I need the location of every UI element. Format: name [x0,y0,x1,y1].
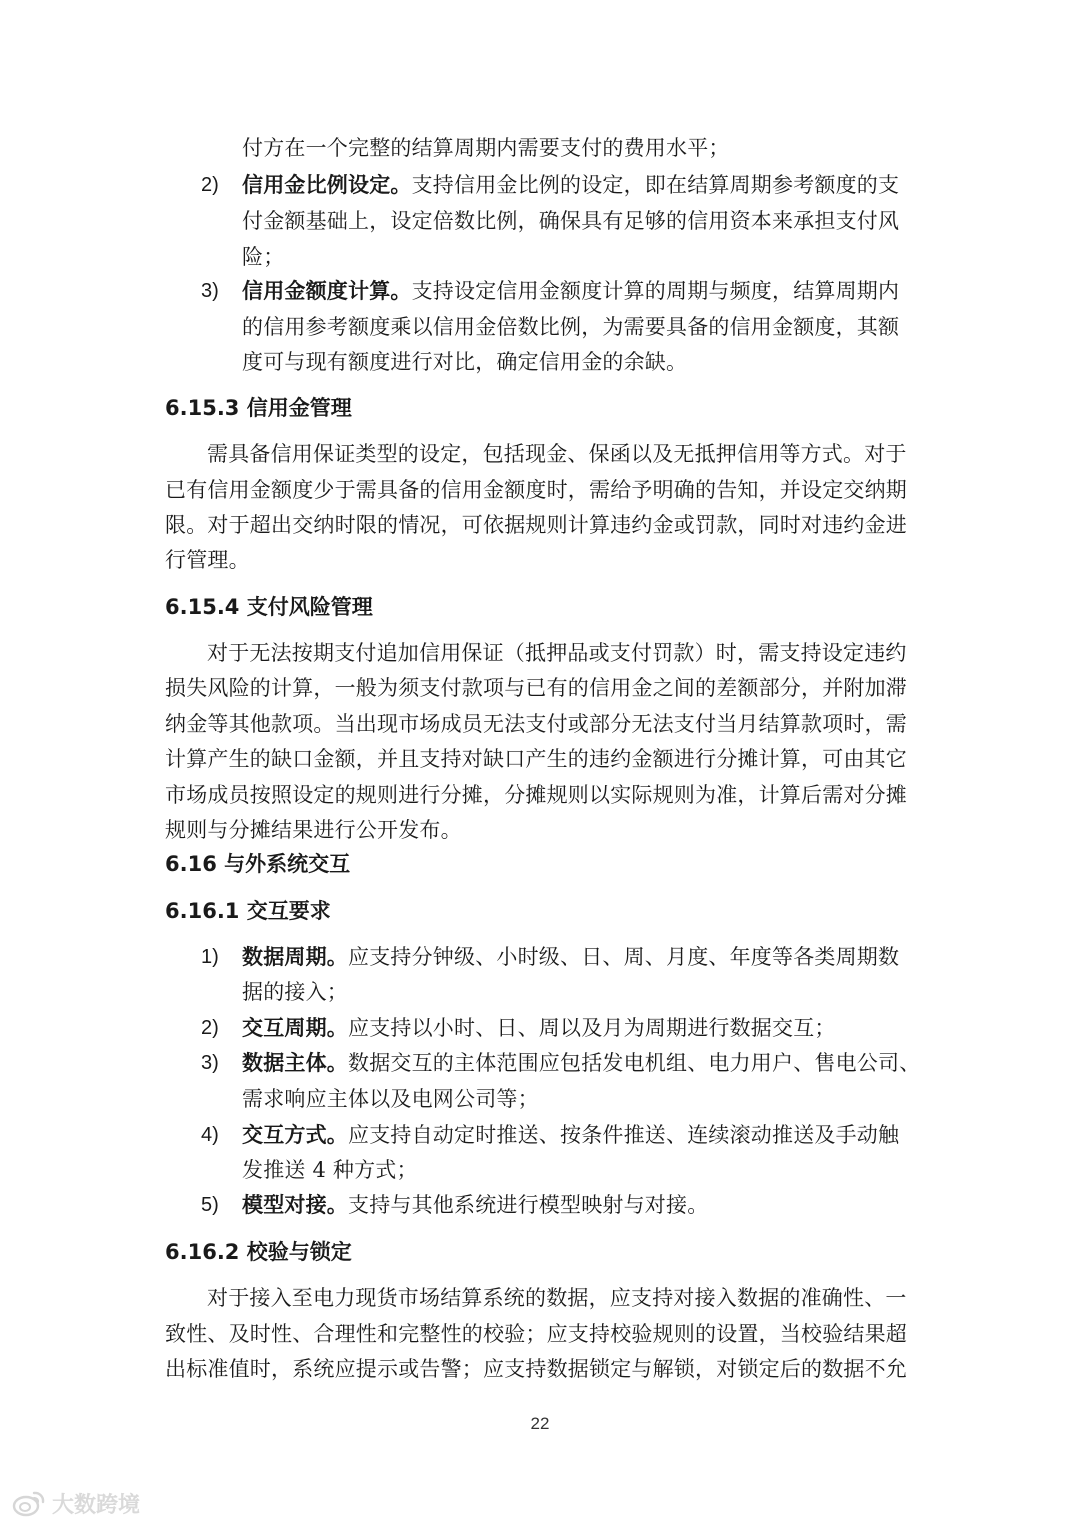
list-term: 信用金比例设定。 [242,173,412,197]
list-item-line: 度可与现有额度进行对比，确定信用金的余缺。 [242,350,688,374]
section-heading-6-16-2: 6.16.2 校验与锁定 [165,1240,352,1264]
list-term: 交互方式。 [242,1123,348,1147]
list-term: 数据周期。 [242,945,348,969]
list-item-first-line: 交互方式。应支持自动定时推送、按条件推送、连续滚动推送及手动触 [242,1123,900,1147]
list-item-first-line: 信用金额度计算。支持设定信用金额度计算的周期与频度，结算周期内 [242,279,900,303]
paragraph-line: 纳金等其他款项。当出现市场成员无法支付或部分无法支付当月结算款项时，需 [165,712,907,736]
list-item-line: 付金额基础上，设定倍数比例，确保具有足够的信用资本来承担支付风 [242,209,900,233]
list-number: 5) [201,1194,219,1216]
paragraph-line: 致性、及时性、合理性和完整性的校验；应支持校验规则的设置，当校验结果超 [165,1322,907,1346]
list-number: 1) [201,946,219,968]
paragraph-line: 需具备信用保证类型的设定，包括现金、保函以及无抵押信用等方式。对于 [207,442,907,466]
paragraph-line: 市场成员按照设定的规则进行分摊，分摊规则以实际规则为准，计算后需对分摊 [165,783,907,807]
section-heading-6-16: 6.16 与外系统交互 [165,852,351,876]
list-item-first-line: 交互周期。应支持以小时、日、周以及月为周期进行数据交互； [242,1016,836,1040]
list-item-line: 据的接入； [242,980,348,1004]
paragraph-line: 损失风险的计算，一般为须支付款项与已有的信用金之间的差额部分，并附加滞 [165,676,907,700]
continuation-line: 付方在一个完整的结算周期内需要支付的费用水平； [242,136,730,160]
list-term: 模型对接。 [242,1193,348,1217]
list-item-first-line: 模型对接。支持与其他系统进行模型映射与对接。 [242,1193,709,1217]
list-item-line: 险； [242,245,285,269]
paragraph-line: 计算产生的缺口金额，并且支持对缺口产生的违约金额进行分摊计算，可由其它 [165,747,907,771]
page-number: 22 [530,1414,550,1433]
watermark [12,1488,140,1518]
section-heading-6-15-3: 6.15.3 信用金管理 [165,396,352,420]
list-item-first-line: 数据主体。数据交互的主体范围应包括发电机组、电力用户、售电公司、 [242,1051,921,1075]
list-number: 2) [201,1017,219,1039]
list-term: 数据主体。 [242,1051,348,1075]
list-item-first-line: 数据周期。应支持分钟级、小时级、日、周、月度、年度等各类周期数 [242,945,900,969]
section-heading-6-15-4: 6.15.4 支付风险管理 [165,595,373,619]
paragraph-line: 规则与分摊结果进行公开发布。 [165,818,462,842]
watermark-text: 大数跨境 [52,1492,141,1518]
list-term: 信用金额度计算。 [242,279,412,303]
list-number: 2) [201,174,219,196]
list-item-line: 的信用参考额度乘以信用金倍数比例，为需要具备的信用金额度，其额 [242,315,900,339]
list-item-line: 需求响应主体以及电网公司等； [242,1087,539,1111]
paragraph-line: 限。对于超出交纳时限的情况，可依据规则计算违约金或罚款，同时对违约金进 [165,513,907,537]
paragraph-line: 行管理。 [165,548,250,572]
list-item-first-line: 信用金比例设定。支持信用金比例的设定，即在结算周期参考额度的支 [242,173,900,197]
paragraph-line: 出标准值时，系统应提示或告警；应支持数据锁定与解锁，对锁定后的数据不允 [165,1357,907,1381]
list-number: 4) [201,1124,219,1146]
paragraph-line: 对于接入至电力现货市场结算系统的数据，应支持对接入数据的准确性、一 [207,1286,907,1310]
list-number: 3) [201,280,219,302]
list-item-line: 发推送 4 种方式； [242,1158,418,1182]
paragraph-line: 已有信用金额度少于需具备的信用金额度时，需给予明确的告知，并设定交纳期 [165,478,907,502]
list-term: 交互周期。 [242,1016,348,1040]
weibo-logo-icon [12,1489,46,1517]
section-heading-6-16-1: 6.16.1 交互要求 [165,899,331,923]
paragraph-line: 对于无法按期支付追加信用保证（抵押品或支付罚款）时，需支持设定违约 [207,641,907,665]
list-number: 3) [201,1052,219,1074]
